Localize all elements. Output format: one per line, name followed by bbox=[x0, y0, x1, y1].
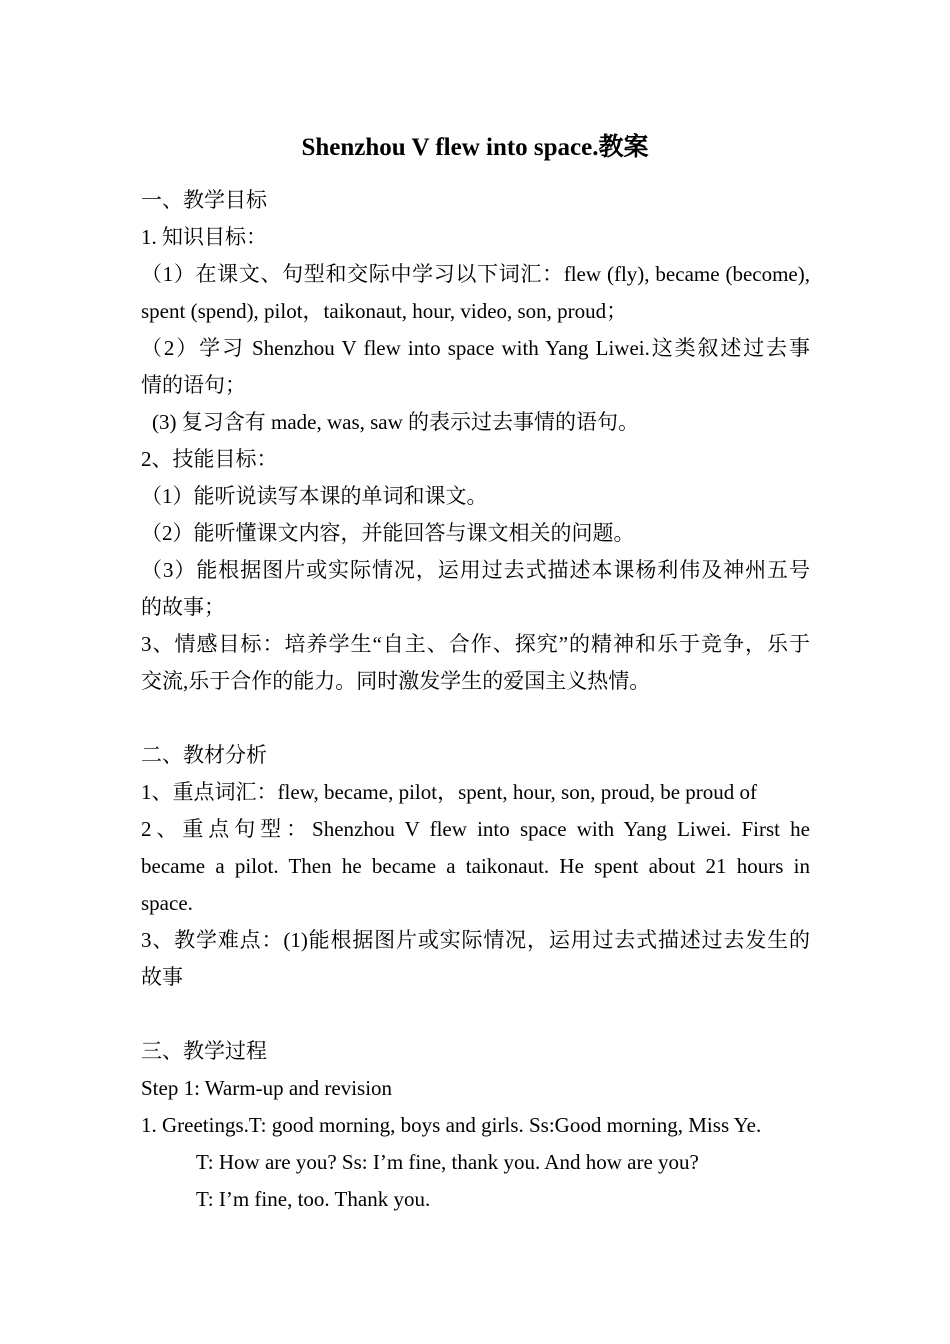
section-heading-analysis: 二、教材分析 bbox=[141, 743, 267, 767]
paragraph-line: (3) 复习含有 made, was, saw 的表示过去事情的语句。 bbox=[152, 410, 640, 434]
paragraph-line: （3）能根据图片或实际情况，运用过去式描述本课杨利伟及神州五号 bbox=[141, 558, 810, 582]
paragraph-line: space. bbox=[141, 891, 193, 915]
skill-objectives-label: 2、技能目标： bbox=[141, 447, 278, 471]
section-heading-objectives: 一、教学目标 bbox=[141, 188, 267, 212]
paragraph-line: spent (spend), pilot，taikonaut, hour, video, son, proud； bbox=[141, 299, 628, 323]
paragraph-line: （1）在课文、句型和交际中学习以下词汇：flew (fly), became (become), bbox=[141, 262, 810, 286]
step-heading: Step 1: Warm-up and revision bbox=[141, 1076, 393, 1100]
paragraph-line: 3、教学难点：(1)能根据图片或实际情况，运用过去式描述过去发生的 bbox=[141, 928, 810, 952]
paragraph-line: （2）能听懂课文内容，并能回答与课文相关的问题。 bbox=[141, 521, 635, 545]
knowledge-objectives-label: 1. 知识目标： bbox=[141, 225, 267, 249]
paragraph-line: （2）学习 Shenzhou V flew into space with Yang Liwei.这类叙述过去事 bbox=[141, 336, 810, 360]
dialogue-line: T: How are you? Ss: I’m fine, thank you. And how are you? bbox=[196, 1150, 699, 1174]
paragraph-line: 故事 bbox=[141, 965, 183, 989]
paragraph-line: 3、情感目标：培养学生“自主、合作、探究”的精神和乐于竞争，乐于 bbox=[141, 632, 810, 656]
section-heading-process: 三、教学过程 bbox=[141, 1039, 267, 1063]
blank-line bbox=[141, 700, 810, 737]
paragraph-line: 交流,乐于合作的能力。同时激发学生的爱国主义热情。 bbox=[141, 669, 651, 693]
paragraph-line: 1. Greetings.T: good morning, boys and girls. Ss:Good morning, Miss Ye. bbox=[141, 1113, 762, 1137]
paragraph-line: became a pilot. Then he became a taikonaut. He spent about 21 hours in bbox=[141, 854, 810, 878]
paragraph-line: 2、重点句型：Shenzhou V flew into space with Yang Liwei. First he bbox=[141, 817, 810, 841]
paragraph-line: 1、重点词汇：flew, became, pilot，spent, hour, son, proud, be proud of bbox=[141, 780, 758, 804]
document-body bbox=[141, 182, 810, 1218]
paragraph-line: （1）能听说读写本课的单词和课文。 bbox=[141, 484, 488, 508]
document-title: Shenzhou V flew into space.教案 bbox=[301, 134, 649, 161]
paragraph-line: 情的语句； bbox=[141, 373, 246, 397]
paragraph-line: 的故事； bbox=[141, 595, 225, 619]
blank-line bbox=[141, 996, 810, 1033]
dialogue-line: T: I’m fine, too. Thank you. bbox=[196, 1187, 431, 1211]
